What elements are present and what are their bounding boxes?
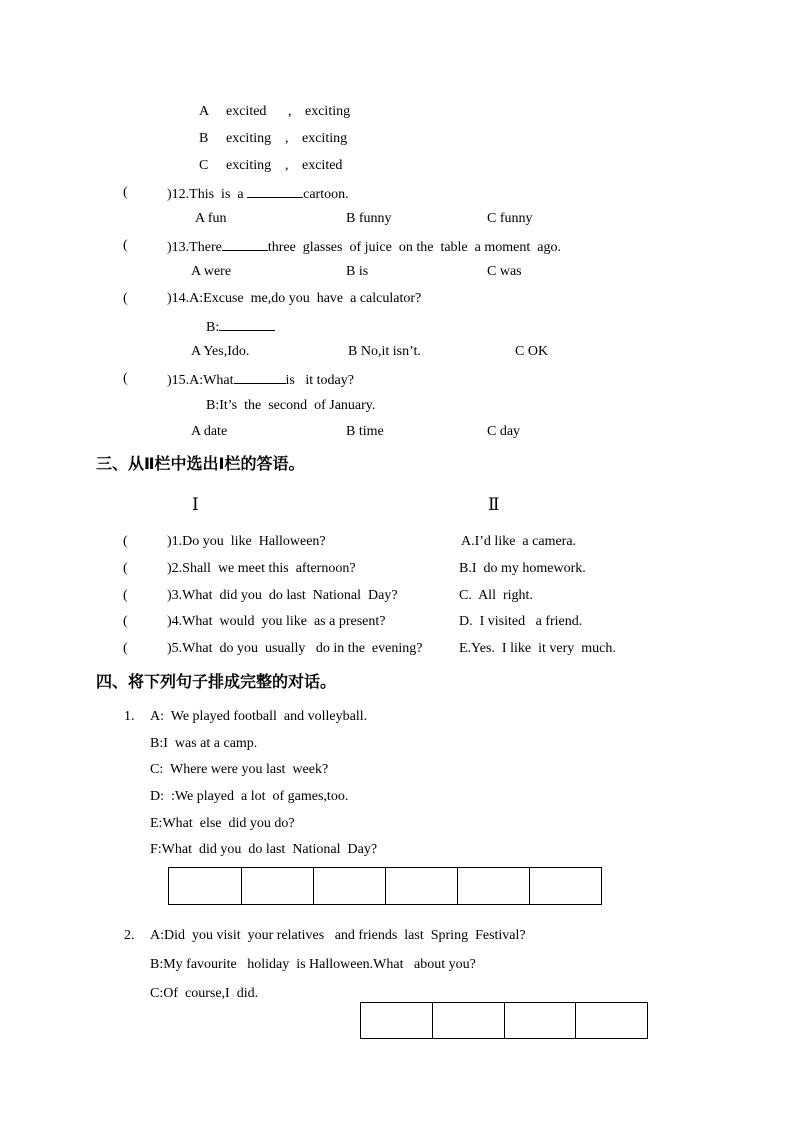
question-stem xyxy=(167,371,354,389)
answer-paren: ( xyxy=(123,238,128,253)
answer-paren: ( xyxy=(123,291,128,306)
dialogue-line: C: Where were you last week? xyxy=(150,762,329,777)
option-letter: C xyxy=(199,158,209,173)
answer-blank xyxy=(247,185,303,198)
section-3-title: 三、从Ⅱ栏中选出Ⅰ栏的答语。 xyxy=(96,454,305,473)
column-1-heading: Ⅰ xyxy=(192,495,199,514)
option-word: exciting xyxy=(305,104,351,119)
answer-blank xyxy=(234,371,286,384)
option-c: C was xyxy=(487,264,522,279)
dialogue-line: D: :We played a lot of games,too. xyxy=(150,789,349,804)
option-separator: , xyxy=(285,131,289,146)
dialogue-line: A: We played football and volleyball. xyxy=(150,709,368,724)
answer-cell[interactable] xyxy=(242,868,314,905)
answer-cell[interactable] xyxy=(314,868,386,905)
option-c: C day xyxy=(487,424,521,439)
option-a: A Yes,Ido. xyxy=(191,344,250,359)
option-b: B is xyxy=(346,264,369,279)
option-a: A were xyxy=(191,264,232,279)
question-number: )14. xyxy=(167,291,190,306)
option-c: C funny xyxy=(487,211,533,226)
option-letter: A xyxy=(199,104,210,119)
answer-paren: ( xyxy=(123,588,128,603)
answer-cell[interactable] xyxy=(361,1003,433,1039)
answer-paren: ( xyxy=(123,561,128,576)
matching-answer: D. I visited a friend. xyxy=(459,614,583,629)
speaker-label: B: xyxy=(206,320,220,335)
answer-blank xyxy=(222,238,268,251)
answer-box-1 xyxy=(168,867,602,905)
stem-text: This is a xyxy=(189,187,248,202)
answer-paren: ( xyxy=(123,371,128,386)
option-word: excited xyxy=(302,158,343,173)
answer-paren: ( xyxy=(123,614,128,629)
stem-text: A:What xyxy=(189,373,234,388)
matching-question: )3.What did you do last National Day? xyxy=(167,588,398,603)
option-b: B funny xyxy=(346,211,392,226)
question-number: )15. xyxy=(167,373,190,388)
question-number: )13. xyxy=(167,240,190,255)
answer-paren: ( xyxy=(123,641,128,656)
dialogue-line: A:Did you visit your relatives and friends last Spring Festival? xyxy=(150,928,526,943)
stem-text: three glasses of juice on the table a moment ago. xyxy=(267,240,561,255)
matching-answer: C. All right. xyxy=(459,588,533,603)
option-word: exciting xyxy=(226,158,272,173)
answer-cell[interactable] xyxy=(576,1003,648,1039)
matching-question: )2.Shall we meet this afternoon? xyxy=(167,561,356,576)
question-stem xyxy=(167,291,421,307)
option-separator: , xyxy=(288,104,292,119)
dialogue-2-number: 2. xyxy=(124,928,135,943)
matching-answer: E.Yes. I like it very much. xyxy=(459,641,616,656)
section-4-title: 四、将下列句子排成完整的对话。 xyxy=(96,672,337,691)
answer-blank xyxy=(219,318,275,331)
column-2-heading: Ⅱ xyxy=(488,495,500,514)
dialogue-line xyxy=(206,318,275,336)
dialogue-line: C:Of course,I did. xyxy=(150,986,259,1001)
answer-paren: ( xyxy=(123,534,128,549)
matching-question: )1.Do you like Halloween? xyxy=(167,534,326,549)
option-letter: B xyxy=(199,131,209,146)
answer-cell[interactable] xyxy=(530,868,602,905)
dialogue-line: B:I was at a camp. xyxy=(150,736,258,751)
question-stem xyxy=(167,185,349,203)
option-a: A fun xyxy=(195,211,227,226)
option-word: exciting xyxy=(302,131,348,146)
dialogue-line: E:What else did you do? xyxy=(150,816,295,831)
matching-question: )4.What would you like as a present? xyxy=(167,614,386,629)
option-b: B time xyxy=(346,424,384,439)
option-c: C OK xyxy=(515,344,549,359)
option-word: excited xyxy=(226,104,267,119)
matching-answer: B.I do my homework. xyxy=(459,561,586,576)
answer-box-2 xyxy=(360,1002,648,1039)
dialogue-line: B:It’s the second of January. xyxy=(206,398,376,413)
dialogue-1-number: 1. xyxy=(124,709,135,724)
question-stem xyxy=(167,238,561,256)
answer-cell[interactable] xyxy=(458,868,530,905)
answer-paren: ( xyxy=(123,185,128,200)
option-separator: , xyxy=(285,158,289,173)
matching-answer: A.I’d like a camera. xyxy=(461,534,577,549)
stem-text: A:Excuse me,do you have a calculator? xyxy=(189,291,422,306)
answer-cell[interactable] xyxy=(505,1003,576,1039)
dialogue-line: F:What did you do last National Day? xyxy=(150,842,378,857)
question-number: )12. xyxy=(167,187,190,202)
stem-text: is it today? xyxy=(285,373,354,388)
answer-cell[interactable] xyxy=(386,868,458,905)
dialogue-line: B:My favourite holiday is Halloween.What about you? xyxy=(150,957,476,972)
matching-question: )5.What do you usually do in the evening? xyxy=(167,641,423,656)
option-word: exciting xyxy=(226,131,272,146)
option-b: B No,it isn’t. xyxy=(348,344,421,359)
stem-text: cartoon. xyxy=(303,187,349,202)
answer-cell[interactable] xyxy=(169,868,242,905)
stem-text: There xyxy=(189,240,222,255)
option-a: A date xyxy=(191,424,228,439)
answer-cell[interactable] xyxy=(433,1003,505,1039)
